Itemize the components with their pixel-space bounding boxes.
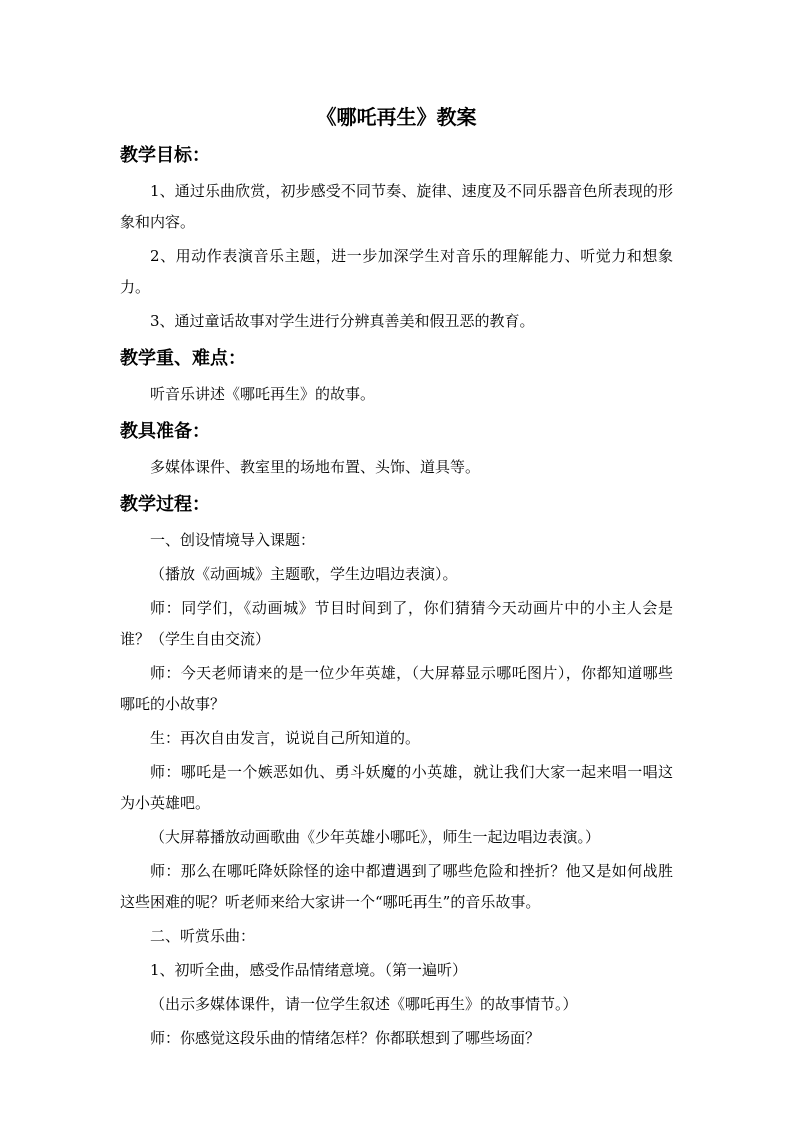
process-paragraph: （大屏幕播放动画歌曲《少年英雄小哪吒》，师生一起边唱边表演。） [150,828,601,846]
document-title: 《哪吒再生》教案 [316,105,477,129]
materials-heading: 教具准备： [120,421,210,442]
process-paragraph: 师：你感觉这段乐曲的情绪怎样？你都联想到了哪些场面？ [150,1029,541,1047]
materials-text: 多媒体课件、教室里的场地布置、头饰、道具等。 [150,458,481,476]
goals-heading: 教学目标： [120,145,210,166]
key-points-text: 听音乐讲述《哪吒再生》的故事。 [150,385,376,403]
process-paragraph: 师：同学们，《动画城》节目时间到了，你们猜猜今天动画片中的小主人会是谁？（学生自由交流） [120,599,673,648]
goal-item-3: 3、通过童话故事对学生进行分辨真善美和假丑恶的教育。 [150,312,535,330]
process-paragraph: 师：哪吒是一个嫉恶如仇、勇斗妖魔的小英雄，就让我们大家一起来唱一唱这为小英雄吧。 [120,763,673,812]
goal-item-1: 1、通过乐曲欣赏，初步感受不同节奏、旋律、速度及不同乐器音色所表现的形象和内容。 [120,182,673,231]
process-paragraph: （出示多媒体课件，请一位学生叙述《哪吒再生》的故事情节。） [150,995,578,1013]
process-paragraph: 二、听赏乐曲： [150,927,256,945]
process-paragraph: （播放《动画城》主题歌，学生边唱边表演）。 [150,565,458,583]
process-paragraph: 1、初听全曲，感受作品情绪意境。（第一遍听） [150,961,468,979]
goal-item-2: 2、用动作表演音乐主题，进一步加深学生对音乐的理解能力、听觉力和想象力。 [120,247,673,296]
document-body [120,99,673,1057]
process-paragraph: 生：再次自由发言，说说自己所知道的。 [150,729,421,747]
key-points-heading: 教学重、难点： [120,348,246,369]
process-paragraph: 师：今天老师请来的是一位少年英雄，（大屏幕显示哪吒图片），你都知道哪些哪吒的小故事？ [120,664,673,713]
process-heading: 教学过程： [120,494,210,515]
process-paragraph: 师：那么在哪吒降妖除怪的途中都遭遇到了哪些危险和挫折？他又是如何战胜这些困难的呢？听老师来给大家讲一个“哪吒再生”的音乐故事。 [120,862,673,911]
process-paragraph: 一、创设情境导入课题： [150,531,316,549]
